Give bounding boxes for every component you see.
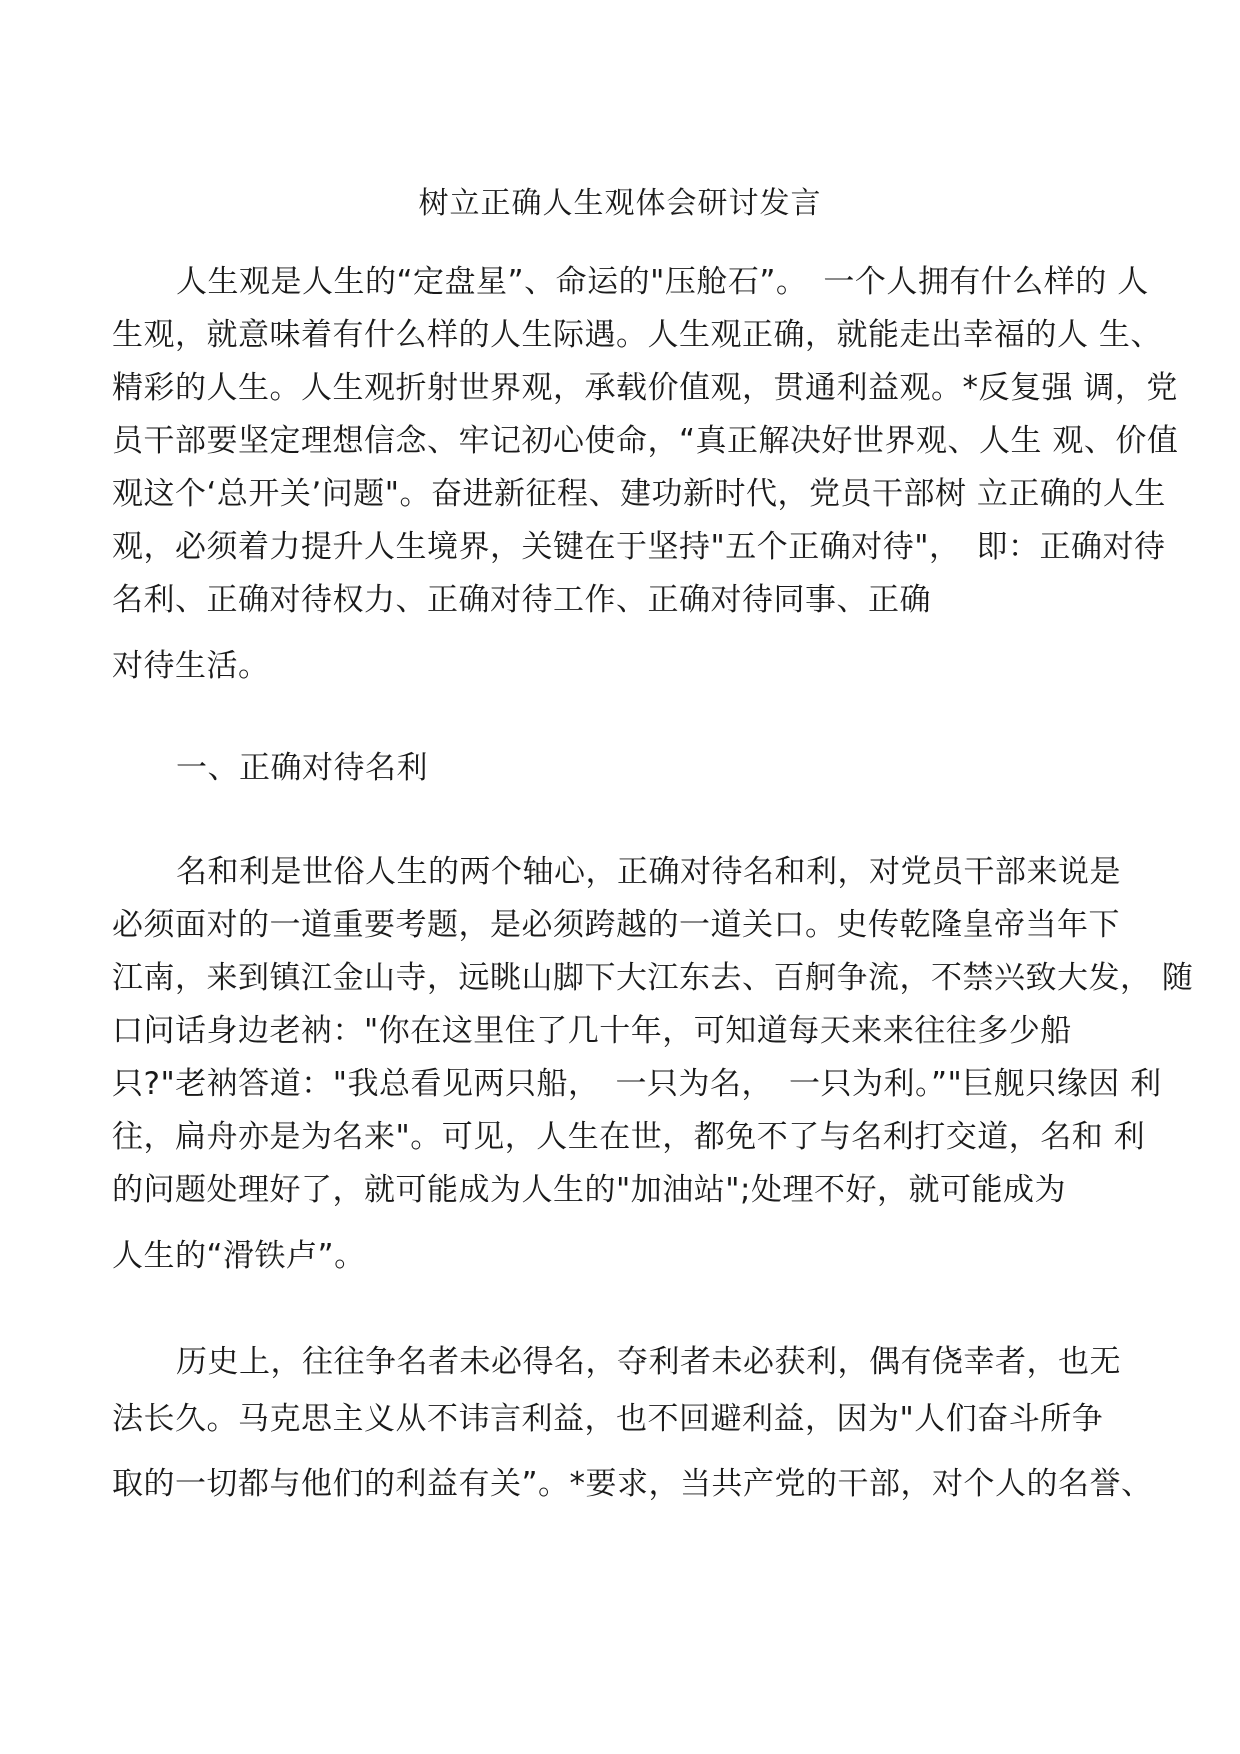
text-line: 口问话身边老衲："你在这里住了几十年，可知道每天来来往往多少船 bbox=[112, 1013, 1072, 1049]
text-line: 生观，就意味着有什么样的人生际遇。人生观正确，就能走出幸福的人 生、 bbox=[112, 317, 1162, 353]
text-line: 江南，来到镇江金山寺，远眺山脚下大江东去、百舸争流，不禁兴致大发， 随 bbox=[112, 960, 1194, 996]
text-line: 往，扁舟亦是为名来"。可见，人生在世，都免不了与名利打交道，名和 利 bbox=[112, 1119, 1146, 1155]
text-line: 精彩的人生。人生观折射世界观，承载价值观，贯通利益观。*反复强 调，党 bbox=[112, 370, 1178, 406]
text-line: 观，必须着力提升人生境界，关键在于坚持"五个正确对待"， 即：正确对待 bbox=[112, 529, 1166, 565]
text-line: 取的一切都与他们的利益有关”。*要求，当共产党的干部，对个人的名誉、 bbox=[112, 1466, 1153, 1502]
text-line: 的问题处理好了，就可能成为人生的"加油站";处理不好，就可能成为 bbox=[112, 1172, 1066, 1208]
text-line: 人生的“滑铁卢”。 bbox=[112, 1238, 366, 1274]
text-line: 名和利是世俗人生的两个轴心，正确对待名和利，对党员干部来说是 bbox=[176, 854, 1121, 890]
text-line: 对待生活。 bbox=[112, 648, 270, 684]
text-line: 人生观是人生的“定盘星”、命运的"压舱石”。 一个人拥有什么样的 人 bbox=[176, 264, 1149, 300]
text-line: 员干部要坚定理想信念、牢记初心使命，“真正解决好世界观、人生 观、价值 bbox=[112, 423, 1179, 459]
text-line: 观这个‘总开关’问题"。奋进新征程、建功新时代，党员干部树 立正确的人生 bbox=[112, 476, 1166, 512]
section-heading: 一、正确对待名利 bbox=[176, 750, 428, 786]
text-line: 只?"老衲答道："我总看见两只船， 一只为名， 一只为利。”"巨舰只缘因 利 bbox=[112, 1066, 1162, 1102]
text-line: 法长久。马克思主义从不讳言利益，也不回避利益，因为"人们奋斗所争 bbox=[112, 1401, 1104, 1437]
document-title: 树立正确人生观体会研讨发言 bbox=[418, 186, 822, 221]
text-line: 名利、正确对待权力、正确对待工作、正确对待同事、正确 bbox=[112, 582, 931, 618]
text-line: 必须面对的一道重要考题，是必须跨越的一道关口。史传乾隆皇帝当年下 bbox=[112, 907, 1120, 943]
text-line: 历史上，往往争名者未必得名，夺利者未必获利，偶有侥幸者，也无 bbox=[176, 1344, 1121, 1380]
